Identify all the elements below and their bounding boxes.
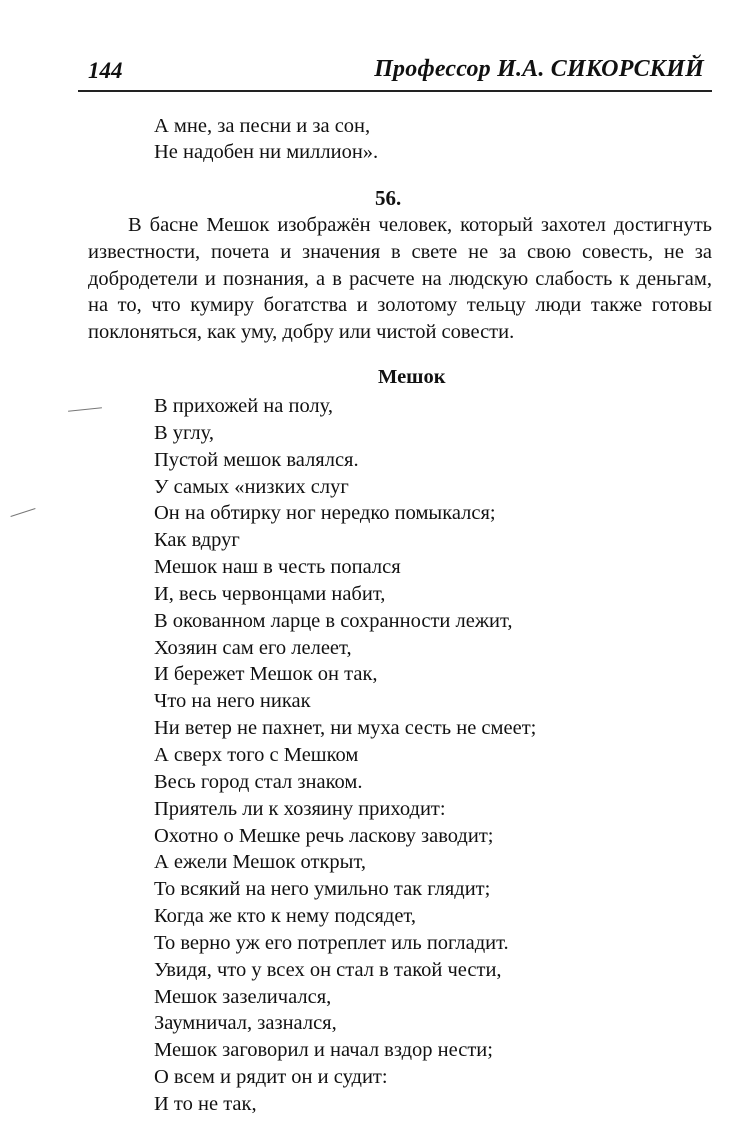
poem-line: Что на него никак	[154, 690, 311, 713]
header-rule	[78, 90, 712, 92]
poem-line: Увидя, что у всех он стал в такой чести,	[154, 958, 502, 981]
poem-line: В прихожей на полу,	[154, 395, 333, 417]
verse-line: Не надобен ни миллион».	[154, 141, 379, 163]
poem-line: То всякий на него умильно так глядит;	[154, 878, 491, 901]
poem-line: Как вдруг	[154, 529, 240, 552]
poem-line: Хозяин сам его лелеет,	[154, 636, 352, 659]
margin-pencil-mark	[68, 407, 102, 412]
poem-body	[154, 393, 536, 1118]
poem-line: Приятель ли к хозяину приходит:	[154, 797, 446, 820]
poem-line: И бережет Мешок он так,	[154, 663, 378, 686]
poem-line: А сверх того с Мешком	[154, 743, 359, 766]
poem-line: Охотно о Мешке речь ласкову заводит;	[154, 824, 494, 847]
poem-line: Весь город стал знаком.	[154, 770, 363, 793]
poem-line: То верно уж его потреплет иль погладит.	[154, 931, 509, 954]
poem-line: Когда же кто к нему подсядет,	[154, 905, 416, 928]
poem-line: И, весь червонцами набит,	[154, 582, 386, 605]
verse-line: А мне, за песни и за сон,	[154, 115, 371, 137]
section-number: 56.	[375, 186, 402, 210]
poem-line: Мешок наш в честь попался	[154, 556, 401, 579]
poem-title: Мешок	[378, 366, 446, 388]
poem-line: И то не так,	[154, 1092, 257, 1115]
poem-line: Он на обтирку ног нередко помыкался;	[154, 502, 496, 525]
verse-fragment	[154, 113, 378, 165]
poem-line: Мешок зазеличался,	[154, 985, 332, 1008]
poem-line: А ежели Мешок открыт,	[154, 851, 366, 874]
page-number: 144	[88, 58, 123, 83]
margin-pencil-mark	[10, 508, 35, 517]
poem-line: Ни ветер не пахнет, ни муха сесть не смеет;	[154, 717, 537, 740]
poem-line: У самых «низких слуг	[154, 475, 349, 498]
poem-line: Заумничал, зазнался,	[154, 1012, 337, 1035]
poem-line: Мешок заговорил и начал вздор нести;	[154, 1039, 493, 1062]
poem-line: В окованном ларце в сохранности лежит,	[154, 609, 513, 632]
poem-line: О всем и рядит он и судит:	[154, 1066, 388, 1089]
poem-line: В углу,	[154, 421, 214, 444]
page-header	[78, 56, 712, 92]
commentary-paragraph: В басне Мешок изображён человек, который захотел достигнуть известности, почета и значения в свете не за свою совесть, не за добродетели и познания, а в расчете на людскую слабость к деньгам, на то, что кумиру богатства и золотому тельцу люди также готовы поклоняться, как уму, добру или чистой совести.	[88, 214, 712, 344]
running-head: Профессор И.А. СИКОРСКИЙ	[374, 56, 704, 82]
poem-line: Пустой мешок валялся.	[154, 448, 359, 471]
